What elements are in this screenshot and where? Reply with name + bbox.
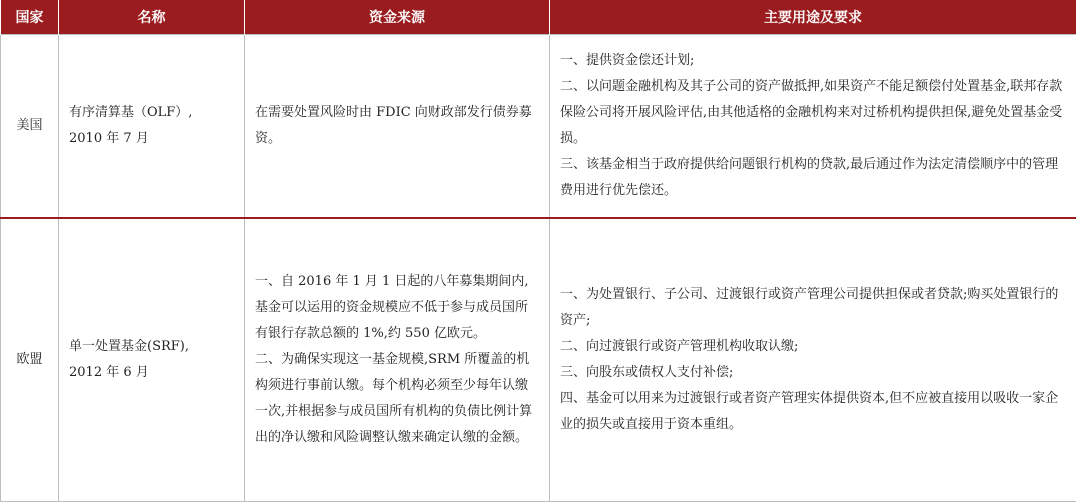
table-header-row <box>1 0 1076 35</box>
source-paragraph: 在需要处置风险时由 FDIC 向财政部发行债券募资。 <box>255 105 532 146</box>
fund-date: 2010 年 7 月 <box>69 131 149 146</box>
cell-usage <box>550 218 1076 502</box>
cell-name <box>59 218 245 502</box>
header-source: 资金来源 <box>245 0 550 35</box>
source-paragraph: 二、为确保实现这一基金规模,SRM 所覆盖的机构须进行事前认缴。每个机构必须至少每年认缴一次,并根据参与成员国所有机构的负债比例计算出的净认缴和风险调整认缴来确定认缴的金额。 <box>255 352 533 445</box>
usage-paragraph: 二、向过渡银行或资产管理机构收取认缴; <box>560 339 799 354</box>
header-usage: 主要用途及要求 <box>550 0 1076 35</box>
fund-name: 有序清算基（OLF）, <box>69 105 193 120</box>
usage-paragraph: 三、该基金相当于政府提供给问题银行机构的贷款,最后通过作为法定清偿顺序中的管理费用进行优先偿还。 <box>560 157 1059 198</box>
usage-paragraph: 四、基金可以用来为过渡银行或者资产管理实体提供资本,但不应被直接用以吸收一家企业的损失或直接用于资本重组。 <box>560 391 1059 432</box>
table-row-eu <box>1 218 1076 502</box>
usage-paragraph: 二、以问题金融机构及其子公司的资产做抵押,如果资产不能足额偿付处置基金,联邦存款保险公司将开展风险评估,由其他适格的金融机构来对过桥机构提供担保,避免处置基金受损。 <box>560 79 1063 146</box>
header-country: 国家 <box>1 0 59 35</box>
usage-paragraph: 一、为处置银行、子公司、过渡银行或资产管理公司提供担保或者贷款;购买处置银行的资产; <box>560 287 1059 328</box>
cell-country: 美国 <box>1 35 59 219</box>
cell-source <box>245 218 550 502</box>
usage-paragraph: 三、向股东或债权人支付补偿; <box>560 365 734 380</box>
source-paragraph: 一、自 2016 年 1 月 1 日起的八年募集期间内,基金可以运用的资金规模应不低于参与成员国所有银行存款总额的 1%,约 550 亿欧元。 <box>255 274 529 341</box>
fund-name: 单一处置基金(SRF), <box>69 339 189 354</box>
header-name: 名称 <box>59 0 245 35</box>
cell-country: 欧盟 <box>1 218 59 502</box>
cell-name <box>59 35 245 219</box>
cell-usage <box>550 35 1076 219</box>
cell-source <box>245 35 550 219</box>
usage-paragraph: 一、提供资金偿还计划; <box>560 53 695 68</box>
table-row-us <box>1 35 1076 219</box>
fund-date: 2012 年 6 月 <box>69 365 149 380</box>
